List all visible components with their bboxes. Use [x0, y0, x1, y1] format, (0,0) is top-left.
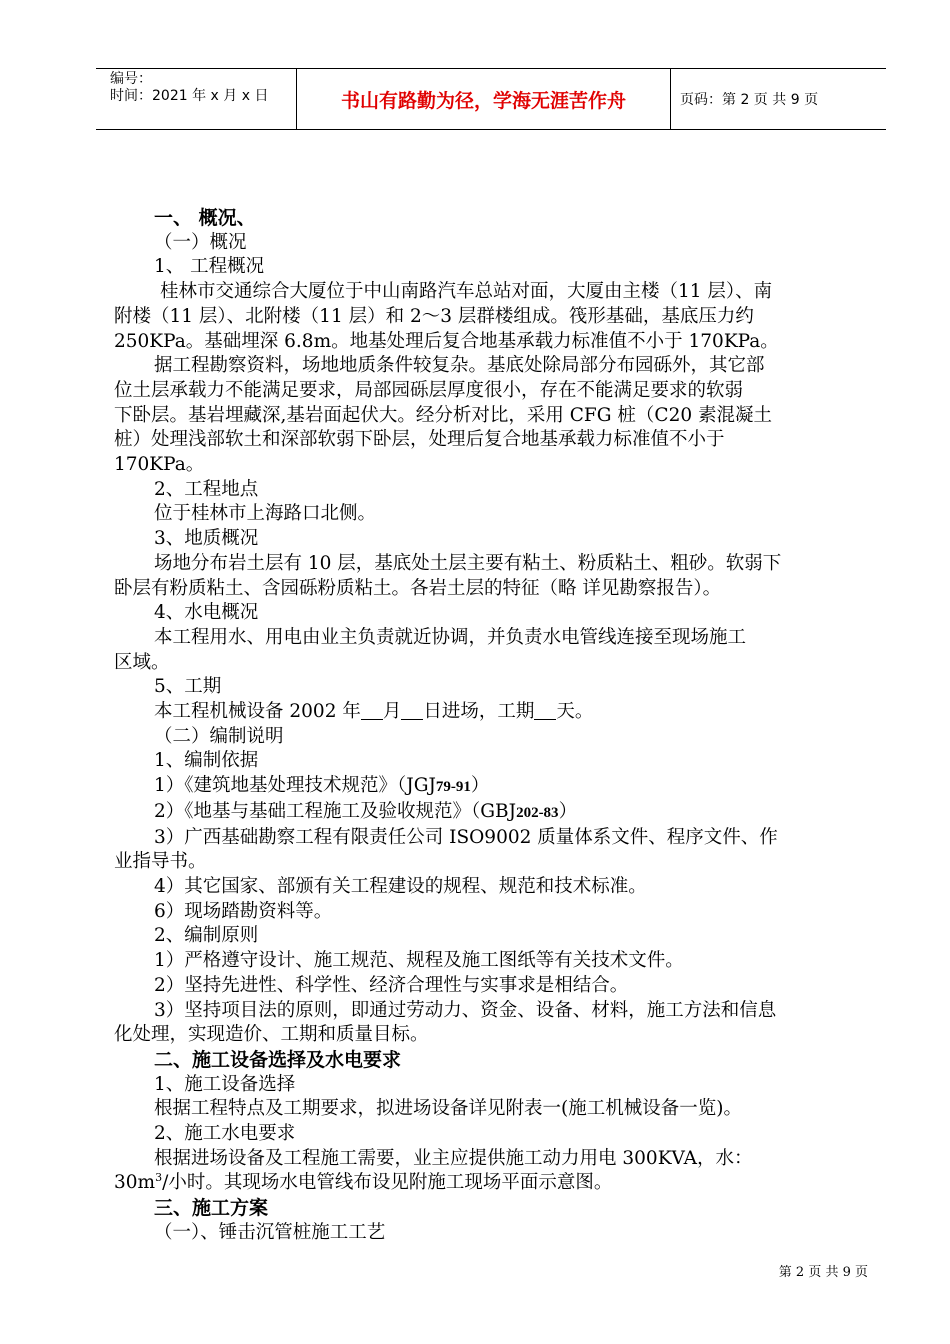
reference-text: 1）《建筑地基处理技术规范》（JGJ [154, 775, 436, 797]
item-heading: 1、 工程概况 [154, 256, 265, 278]
paragraph-text: /小时。其现场水电管线布设见附施工现场平面示意图。 [162, 1172, 613, 1194]
reference-line [114, 800, 870, 826]
paragraph-line: 6）现场踏勘资料等。 [154, 900, 333, 922]
time-label: 时间：2021 年 x 月 x 日 [110, 88, 269, 104]
paragraph-line: 本工程用水、用电由业主负责就近协调，并负责水电管线连接至现场施工 [154, 626, 747, 648]
item-heading: 2、工程地点 [154, 478, 259, 500]
item-heading: 1、施工设备选择 [154, 1073, 296, 1095]
number-label: 编号： [110, 71, 152, 87]
paragraph-line: 场地分布岩土层有 10 层，基底处土层主要有粘土、粉质粘土、粗砂。软弱下 [154, 552, 782, 574]
header-left-cell [96, 69, 296, 129]
paragraph-line: 根据进场设备及工程施工需要，业主应提供施工动力用电 300KVA，水： [154, 1147, 753, 1169]
paragraph-line: 化处理，实现造价、工期和质量目标。 [114, 1024, 429, 1046]
page-footer: 第 2 页 共 9 页 [778, 1265, 868, 1280]
schedule-line [114, 700, 870, 725]
schedule-text: 月 [382, 701, 402, 723]
paragraph-line: 下卧层。基岩埋藏深,基岩面起伏大。经分析对比，采用 CFG 桩（C20 素混凝土 [114, 404, 772, 426]
paragraph-line: 附楼（11 层）、北附楼（11 层）和 2～3 层群楼组成。筏形基础，基底压力约 [114, 305, 754, 327]
page-header [96, 68, 886, 130]
paragraph-text: 30m [114, 1172, 156, 1194]
reference-text: 2）《地基与基础工程施工及验收规范》（GBJ [154, 800, 517, 822]
blank-field [401, 701, 423, 720]
section-heading: 二、施工设备选择及水电要求 [154, 1048, 402, 1071]
paragraph-line: 桩）处理浅部软土和深部软弱下卧层，处理后复合地基承载力标准值不小于 [114, 429, 725, 451]
section-heading: 三、施工方案 [154, 1197, 269, 1220]
item-heading: 5、工期 [154, 676, 222, 698]
header-motto: 书山有路勤为径，学海无涯苦作舟 [296, 69, 671, 129]
paragraph-line: 250KPa。基础埋深 6.8m。地基处理后复合地基承载力标准值不小于 170KPa。 [114, 330, 779, 352]
blank-field [534, 701, 556, 720]
paragraph-line: 位土层承载力不能满足要求，局部园砾层厚度很小，存在不能满足要求的软弱 [114, 379, 744, 401]
paragraph-line: 1）严格遵守设计、施工规范、规程及施工图纸等有关技术文件。 [154, 950, 684, 972]
paragraph-line: 根据工程特点及工期要求，拟进场设备详见附表一(施工机械设备一览)。 [154, 1098, 742, 1120]
paragraph-line: 3）广西基础勘察工程有限责任公司 ISO9002 质量体系文件、程序文件、作 [154, 826, 778, 848]
superscript: 3 [155, 1171, 163, 1185]
paragraph-line: 4）其它国家、部颁有关工程建设的规程、规范和技术标准。 [154, 875, 647, 897]
subsection-heading: （二）编制说明 [154, 725, 284, 747]
paragraph-line: 据工程勘察资料，场地地质条件较复杂。基底处除局部分布园砾外，其它部 [154, 355, 765, 377]
item-heading: 1、编制依据 [154, 750, 259, 772]
reference-text: ） [558, 800, 578, 822]
reference-line [114, 774, 870, 800]
schedule-text: 日进场，工期 [423, 701, 535, 723]
paragraph-line: 位于桂林市上海路口北侧。 [154, 503, 377, 525]
item-heading: 3、地质概况 [154, 528, 259, 550]
item-heading: 2、施工水电要求 [154, 1123, 296, 1145]
paragraph-line: 2）坚持先进性、科学性、经济合理性与实事求是相结合。 [154, 974, 629, 996]
item-heading: 2、编制原则 [154, 925, 259, 947]
paragraph-line: 卧层有粉质粘土、含园砾粉质粘土。各岩土层的特征（略 详见勘察报告）。 [114, 577, 722, 599]
document-body [114, 206, 870, 1246]
reference-code: 79-91 [435, 779, 471, 796]
reference-code: 202-83 [516, 804, 559, 821]
item-heading: 4、水电概况 [154, 602, 259, 624]
paragraph-line: 170KPa。 [114, 454, 205, 476]
reference-text: ） [470, 775, 490, 797]
paragraph-line: 3）坚持项目法的原则，即通过劳动力、资金、设备、材料，施工方法和信息 [154, 999, 777, 1021]
schedule-text: 天。 [556, 701, 594, 723]
paragraph-line: 业指导书。 [114, 851, 207, 873]
paragraph-line: 区域。 [114, 651, 170, 673]
paragraph-line [114, 1171, 870, 1196]
section-heading: 一、 概况、 [154, 207, 256, 229]
paragraph-line: 桂林市交通综合大厦位于中山南路汽车总站对面，大厦由主楼（11 层）、南 [160, 281, 773, 303]
subsection-heading: （一）概况 [154, 231, 247, 253]
header-page-label: 页码：第 2 页 共 9 页 [680, 92, 819, 108]
blank-field [361, 701, 383, 720]
schedule-text: 本工程机械设备 2002 年 [154, 701, 361, 723]
subsection-heading: （一）、锤击沉管桩施工工艺 [154, 1221, 386, 1243]
